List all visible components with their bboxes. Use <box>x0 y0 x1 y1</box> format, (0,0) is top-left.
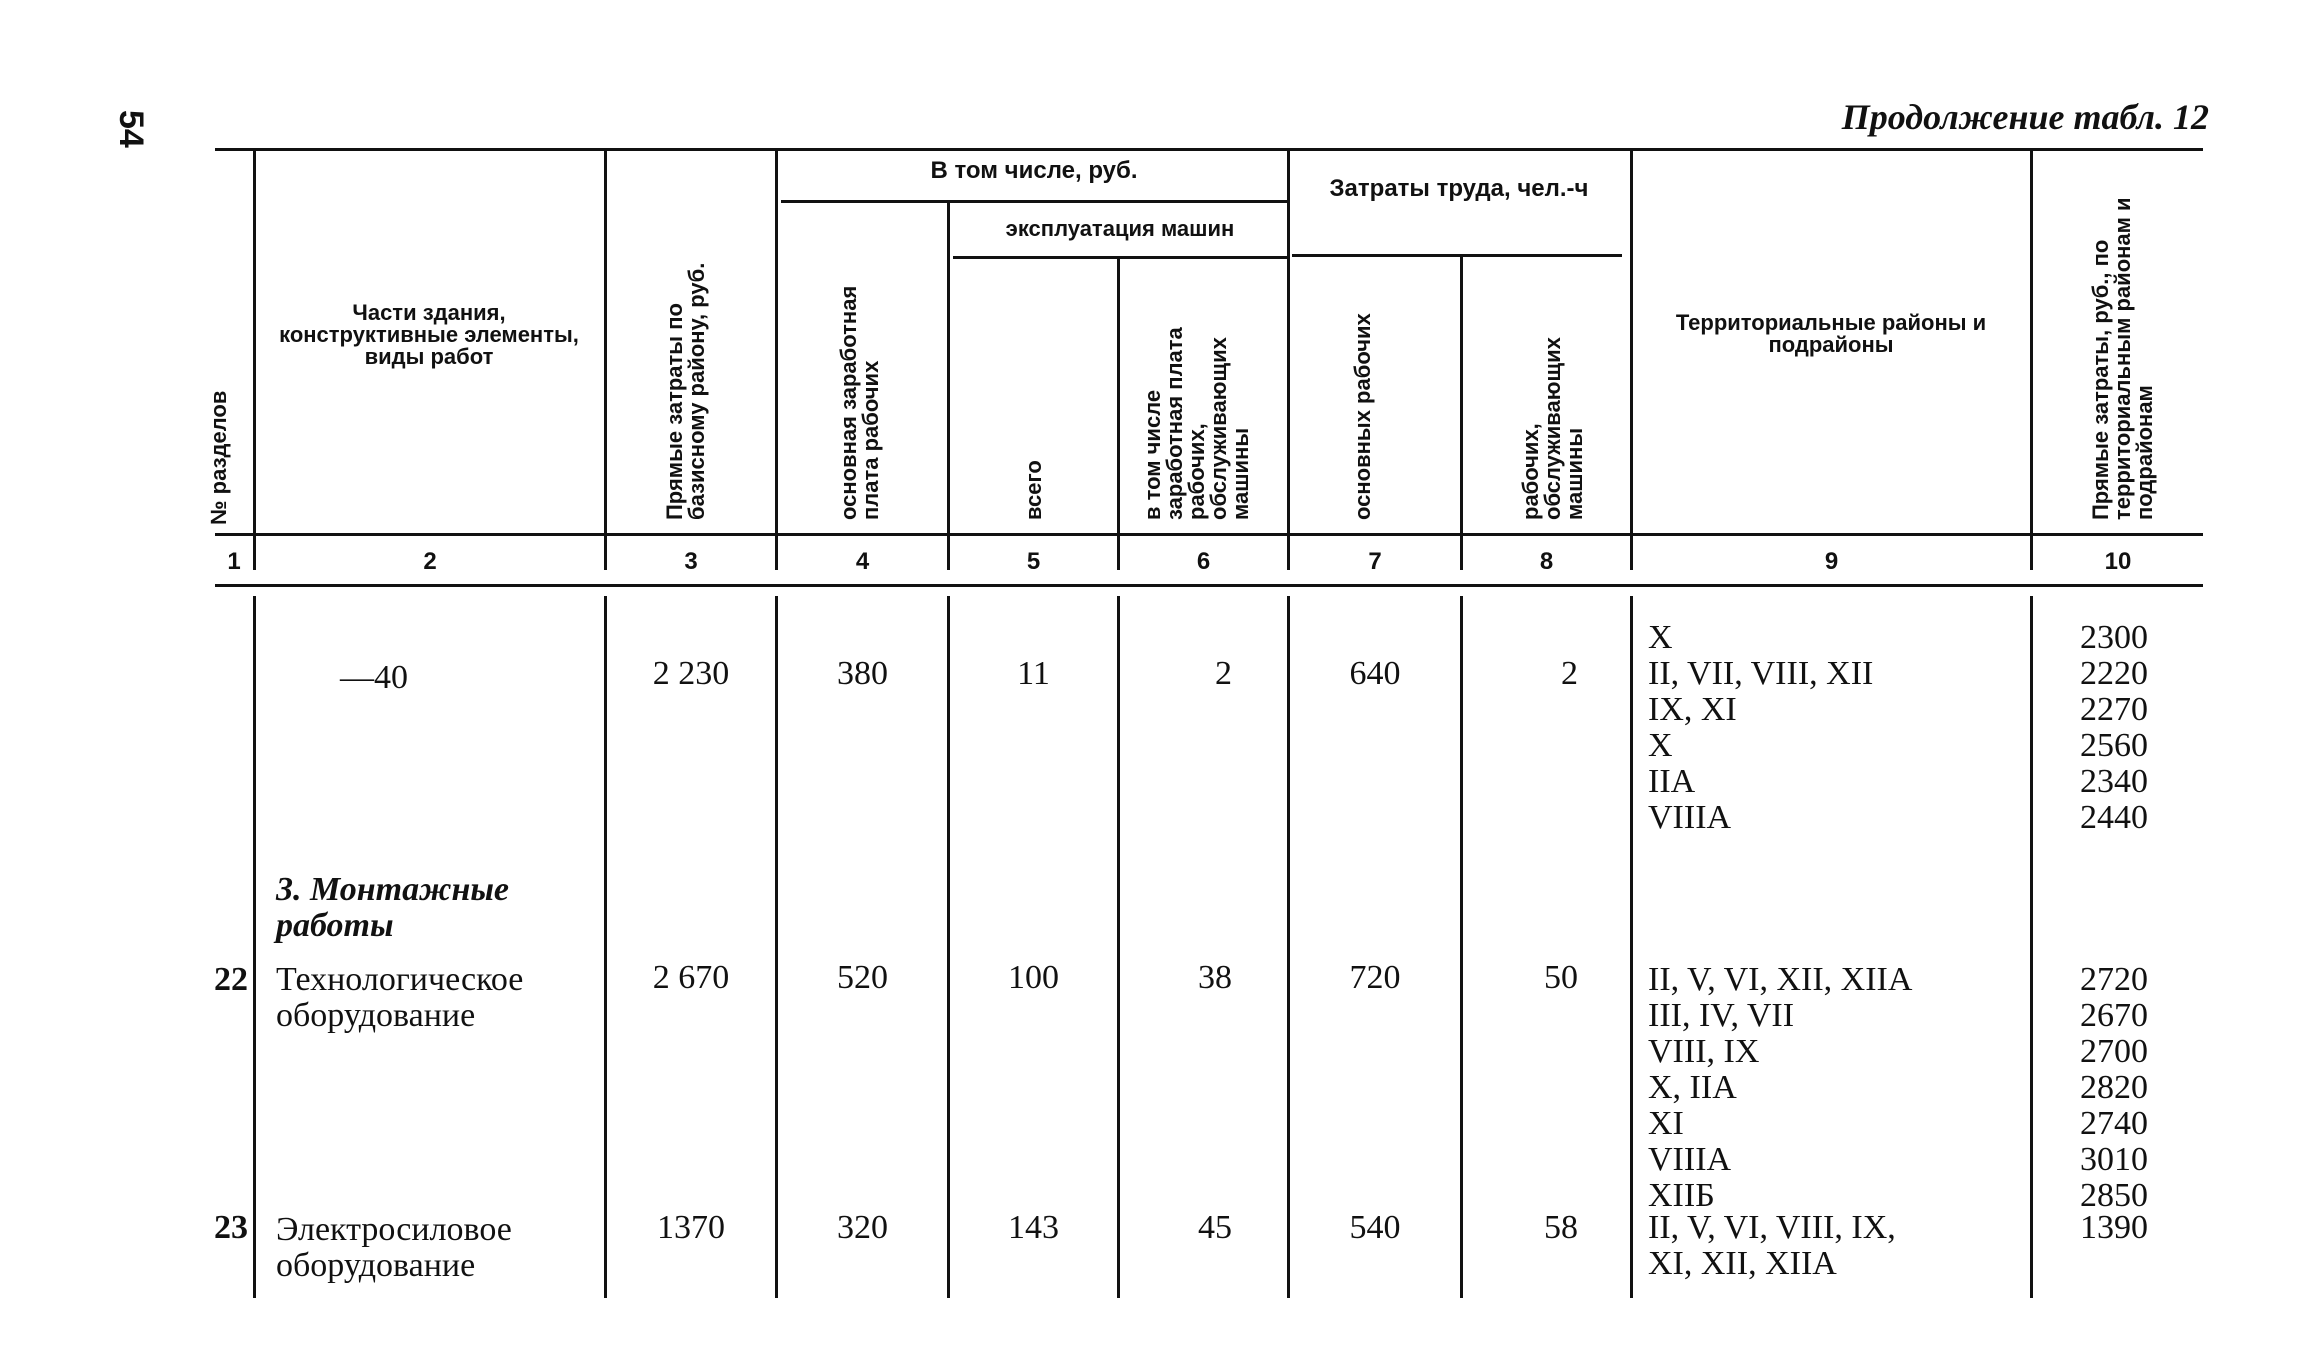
col-number-10: 10 <box>2104 548 2132 575</box>
row23-labor-machines: 58 <box>1544 1209 1578 1246</box>
header-direct-costs-base: Прямые затраты по базисному району, руб. <box>662 262 709 520</box>
row22-labor-machines: 50 <box>1544 959 1578 996</box>
row22-region-costs: 2720 2670 2700 2820 2740 3010 2850 <box>2080 961 2148 1214</box>
body-vline-1 <box>253 596 256 1298</box>
vline-5 <box>1117 258 1120 570</box>
row23-machines-total: 143 <box>1008 1209 1059 1246</box>
row22-machines-total: 100 <box>1008 959 1059 996</box>
body-vline-8 <box>1630 596 1633 1298</box>
row23-region-costs: 1390 <box>2080 1209 2148 1246</box>
page-number: 54 <box>112 110 150 148</box>
row40-labor-machines: 2 <box>1561 655 1578 692</box>
row22-direct-costs: 2 670 <box>652 959 730 996</box>
col-number-2: 2 <box>423 548 437 575</box>
header-machine-operation: эксплуатация машин <box>1005 216 1235 241</box>
row40-base-wage: 380 <box>837 655 888 692</box>
header-base-wage: основная заработная плата рабочих <box>836 285 883 520</box>
table-top-rule <box>215 148 2203 151</box>
col-number-1: 1 <box>227 548 241 575</box>
header-labor-costs: Затраты труда, чел.-ч <box>1329 175 1589 202</box>
vline-1 <box>253 150 256 570</box>
row40-name: —40 <box>340 659 408 696</box>
body-vline-2 <box>604 596 607 1298</box>
header-in-that-number: В том числе, руб. <box>930 157 1138 184</box>
group-machines-rule <box>953 256 1287 259</box>
header-direct-costs-regions: Прямые затраты, руб., по территориальным районам и подрайонам <box>2088 197 2157 520</box>
header-labor-machine-workers: рабочих, обслуживающих машины <box>1518 337 1587 520</box>
group-incl-rule <box>781 200 1287 203</box>
row23-section-number: 23 <box>214 1209 248 1246</box>
row22-regions: II, V, VI, XII, XIIA III, IV, VII VIII, IX X, IIA XI VIIIA XIIБ <box>1648 961 1913 1214</box>
header-labor-main-workers: основных рабочих <box>1350 313 1375 520</box>
col-number-8: 8 <box>1539 548 1554 575</box>
body-vline-5 <box>1117 596 1120 1298</box>
header-parts-of-building: Части здания, конструктивные элементы, виды работ <box>279 300 579 369</box>
col-number-3: 3 <box>684 548 698 575</box>
row23-direct-costs: 1370 <box>657 1209 725 1246</box>
colnum-bottom-rule <box>215 584 2203 587</box>
row40-labor-main: 640 <box>1349 655 1401 692</box>
vline-2 <box>604 150 607 570</box>
col-number-7: 7 <box>1368 548 1382 575</box>
body-vline-7 <box>1460 596 1463 1298</box>
row40-region-costs: 2300 2220 2270 2560 2340 2440 <box>2080 619 2148 836</box>
row23-regions: II, V, VI, VIII, IX, XI, XII, XIIA <box>1648 1209 1896 1282</box>
row40-regions: X II, VII, VIII, XII IX, XI X IIA VIIIA <box>1648 619 1874 836</box>
vline-9 <box>2030 150 2033 570</box>
vline-7 <box>1460 256 1463 570</box>
section-title-installation: 3. Монтажные работы <box>276 871 510 944</box>
row22-base-wage: 520 <box>837 959 888 996</box>
row23-machines-wage: 45 <box>1198 1209 1232 1246</box>
row40-machines-wage: 2 <box>1215 655 1232 692</box>
vline-8 <box>1630 150 1633 570</box>
row22-labor-main: 720 <box>1349 959 1401 996</box>
vline-4 <box>947 202 950 570</box>
body-vline-4 <box>947 596 950 1298</box>
vline-6 <box>1287 150 1290 570</box>
header-territorial-regions: Территориальные районы и подрайоны <box>1675 310 1987 357</box>
table-continuation-title: Продолжение табл. 12 <box>1841 97 2209 137</box>
row22-section-number: 22 <box>214 961 248 998</box>
body-vline-3 <box>775 596 778 1298</box>
row40-direct-costs: 2 230 <box>652 655 730 692</box>
vline-3 <box>775 150 778 570</box>
row22-name: Технологическое оборудование <box>276 961 524 1034</box>
body-vline-9 <box>2030 596 2033 1298</box>
row40-machines-total: 11 <box>1017 655 1050 692</box>
row23-labor-main: 540 <box>1349 1209 1401 1246</box>
row23-base-wage: 320 <box>837 1209 888 1246</box>
body-vline-6 <box>1287 596 1290 1298</box>
group-labor-rule <box>1292 254 1622 257</box>
col-number-4: 4 <box>855 548 870 575</box>
header-machines-total: всего <box>1021 460 1046 520</box>
header-section-number: № разделов <box>206 390 231 525</box>
col-number-5: 5 <box>1026 548 1041 575</box>
col-number-6: 6 <box>1196 548 1211 575</box>
row23-name: Электросиловое оборудование <box>276 1211 512 1284</box>
header-machines-wage: в том числе заработная плата рабочих, обслуживающих машины <box>1140 327 1253 520</box>
col-number-9: 9 <box>1824 548 1839 575</box>
header-bottom-rule <box>215 533 2203 536</box>
row22-machines-wage: 38 <box>1198 959 1232 996</box>
